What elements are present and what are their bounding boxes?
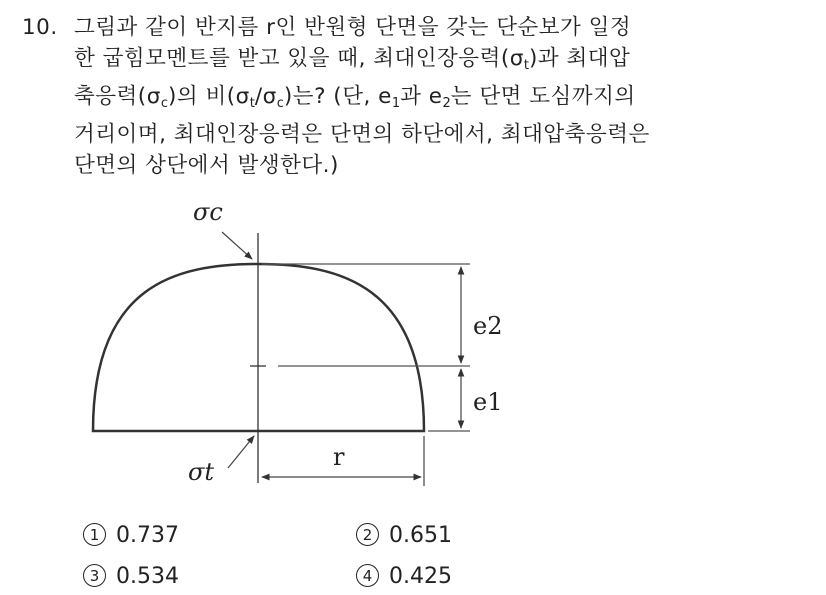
e1-label: e1 <box>473 388 503 416</box>
r-label: r <box>333 443 345 471</box>
choice-1-value: 0.737 <box>116 523 179 548</box>
choice-4-value: 0.425 <box>389 564 452 589</box>
question-number: 10. <box>22 15 58 40</box>
question-line-1: 10. 그림과 같이 반지름 r인 반원형 단면을 갖는 단순보가 일정 <box>22 12 812 43</box>
question-line-3: 축응력$(\sigma_c)$의 비$(\sigma_t/\sigma_c)$는? (단, $e_1$과 $e_2$는 단면 도심까지의 <box>74 84 636 111</box>
choice-3-marker: 3 <box>83 564 106 587</box>
choice-4-marker: 4 <box>356 564 379 587</box>
sigma-t-label: σt <box>188 458 215 486</box>
sigma-c-label: σc <box>193 198 223 226</box>
choice-3-value: 0.534 <box>116 564 179 589</box>
choice-1-marker: 1 <box>83 523 106 546</box>
choice-2-marker: 2 <box>356 523 379 546</box>
question-line-5: 단면의 상단에서 발생한다.) <box>74 153 339 178</box>
question-line-4: 거리이며, 최대인장응력은 단면의 하단에서, 최대압축응력은 <box>74 122 650 147</box>
choice-2-value: 0.651 <box>389 523 452 548</box>
choice-2[interactable] <box>356 523 452 548</box>
choice-3[interactable] <box>83 564 179 589</box>
choice-1[interactable] <box>83 523 179 548</box>
sigma-c-leader-arrow <box>222 232 252 259</box>
sigma-t-leader-arrow <box>228 436 254 468</box>
question-line-2: 한 굽힘모멘트를 받고 있을 때, 최대인장응력$(\sigma_t)$과 최대압 <box>74 46 631 73</box>
choice-4[interactable] <box>356 564 452 589</box>
e2-label: e2 <box>473 312 503 340</box>
